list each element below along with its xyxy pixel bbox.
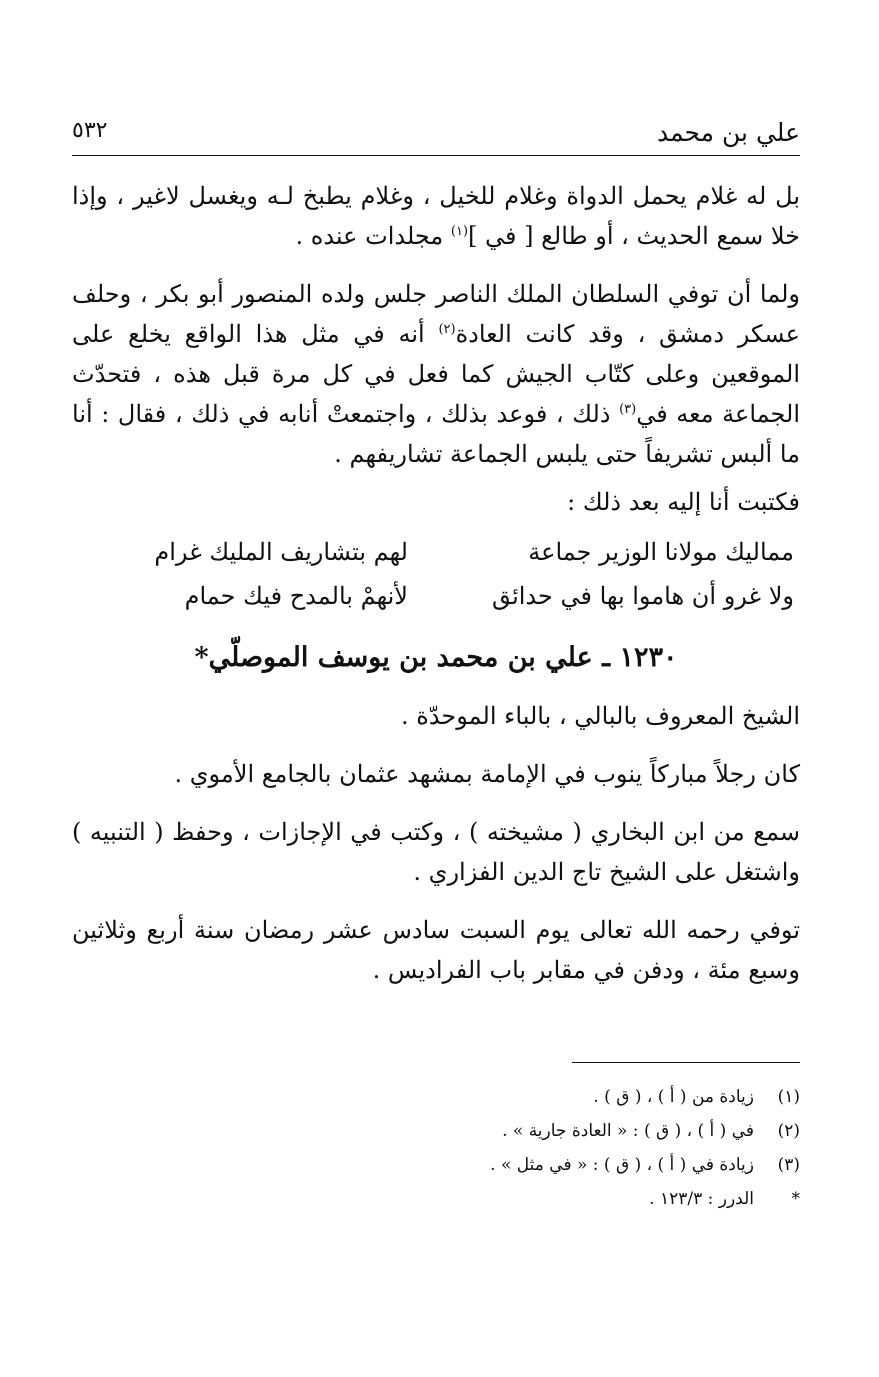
- verse-2-first-half: ولا غرو أن هاموا بها في حدائق: [492, 582, 794, 610]
- poem: [72, 530, 800, 618]
- footnote-item: [72, 1114, 800, 1148]
- paragraph-1-text: بل له غلام يحمل الدواة وغلام للخيل ، وغلام يطبخ لـه ويغسل لاغير ، وإذا خلا سمع الحديث ، أو طالع [ في ]: [72, 182, 800, 250]
- entry-paragraph-2: كان رجلاً مباركاً ينوب في الإمامة بمشهد عثمان بالجامع الأموي .: [174, 760, 800, 788]
- paragraph-2-part-c: ذلك ، فوعد بذلك ، واجتمعتْ أنابه في ذلك ، فقال : أنا ما ألبس تشريفاً حتى يلبس الجماعة تشاريفهم .: [72, 400, 800, 468]
- footnote-item: [72, 1182, 800, 1216]
- entry-title: ١٢٣٠ ـ علي بن محمد بن يوسف الموصلّي*: [194, 642, 678, 673]
- entry-paragraph-4: توفي رحمه الله تعالى يوم السبت سادس عشر رمضان سنة أربع وثلاثين وسبع مئة ، ودفن في مقابر باب الفراديس .: [72, 916, 800, 984]
- verse-1-second-half: لهم بتشاريف المليك غرام: [154, 538, 408, 566]
- footnote-text: الدرر : ١٢٣/٣ .: [649, 1189, 754, 1209]
- paragraph-2: [72, 274, 800, 474]
- footnote-item: [72, 1080, 800, 1114]
- paragraph-1-end: مجلدات عنده .: [295, 222, 451, 250]
- footnote-text: زيادة من ( أ ) ، ( ق ) .: [593, 1087, 754, 1107]
- footnote-item: [72, 1148, 800, 1182]
- footnote-number: *: [791, 1189, 800, 1209]
- paragraph-1: [72, 176, 800, 256]
- page-body: [72, 176, 800, 1008]
- poem-verse-2: [72, 574, 800, 618]
- entry-paragraph-3: سمع من ابن البخاري ( مشيخته ) ، وكتب في الإجازات ، وحفظ ( التنبيه ) واشتغل على الشيخ تاج الدين الفزاري .: [72, 818, 800, 886]
- footnote-ref-3: (٣): [619, 402, 637, 417]
- footnote-divider: [572, 1062, 800, 1063]
- footnote-text: في ( أ ) ، ( ق ) : « العادة جارية » .: [502, 1121, 754, 1141]
- footnote-number: (٣): [777, 1155, 800, 1175]
- running-title: علي بن محمد: [656, 118, 800, 147]
- footnote-number: (١): [777, 1087, 800, 1107]
- verse-2-second-half: لأنهمْ بالمدح فيك حمام: [184, 582, 408, 610]
- page-header: [72, 118, 800, 154]
- footnote-text: زيادة في ( أ ) ، ( ق ) : « في مثل » .: [490, 1155, 754, 1175]
- paragraph-2-part-b: أنه في مثل هذا الواقع يخلع على الموقعين وعلى كتّاب الجيش كما فعل في كل مرة قبل هذه ، فتحدّث الجماعة معه في: [72, 320, 800, 428]
- footnote-ref-1: (١): [450, 224, 469, 239]
- verse-1-first-half: مماليك مولانا الوزير جماعة: [528, 538, 794, 566]
- page-number: ٥٣٢: [72, 118, 108, 143]
- paragraph-3: فكتبت أنا إليه بعد ذلك :: [567, 488, 800, 516]
- footnote-number: (٢): [777, 1121, 800, 1141]
- header-divider: [72, 155, 800, 156]
- poem-verse-1: [72, 530, 800, 574]
- footnote-ref-2: (٢): [438, 322, 456, 337]
- entry-paragraph-1: الشيخ المعروف بالبالي ، بالباء الموحدّة .: [401, 702, 800, 730]
- footnotes: [72, 1080, 800, 1216]
- paragraph-2-part-a: ولما أن توفي السلطان الملك الناصر جلس ولده المنصور أبو بكر ، وحلف عسكر دمشق ، وقد كانت العادة: [72, 280, 800, 348]
